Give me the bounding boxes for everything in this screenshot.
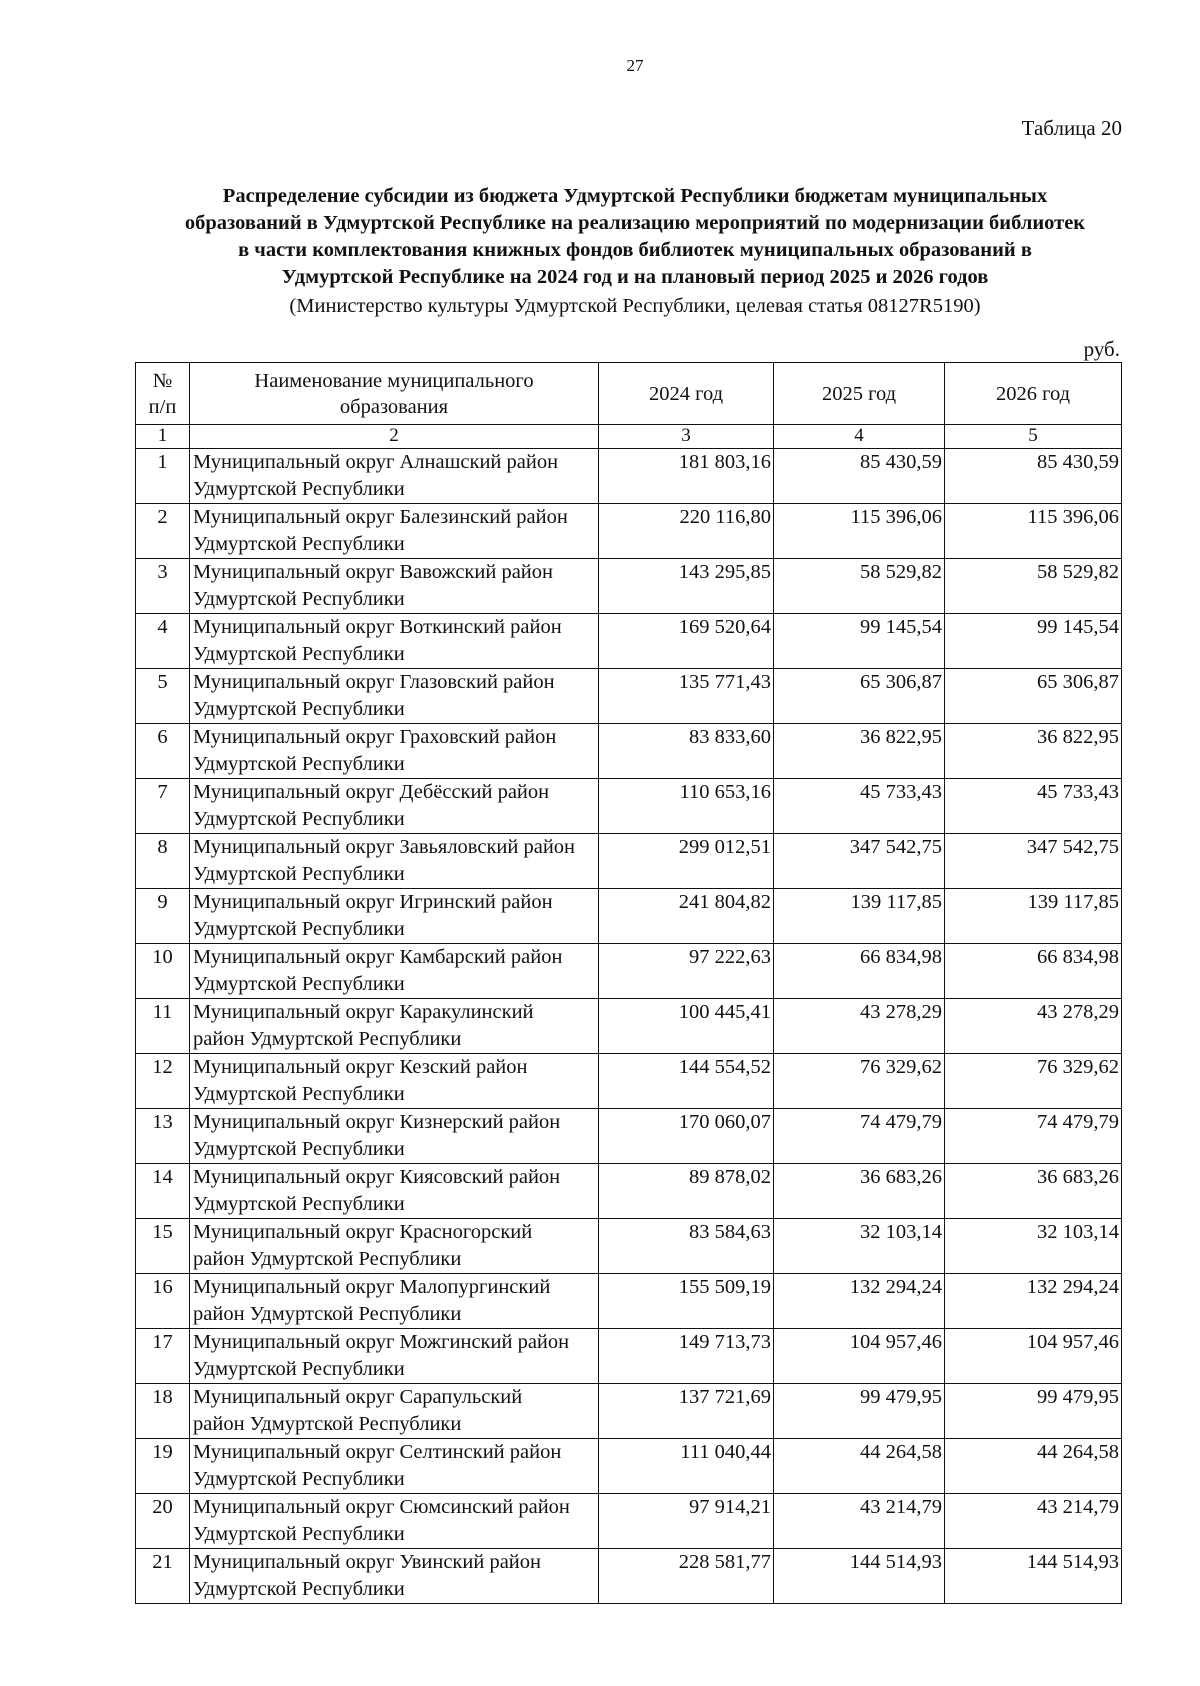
- page-number: 27: [626, 56, 644, 75]
- municipality-line: Муниципальный округ Игринский район: [193, 891, 553, 913]
- table-row: [136, 449, 1122, 504]
- header-name-line: образования: [339, 395, 449, 418]
- row-municipality: [190, 779, 599, 834]
- document-title: [130, 183, 1140, 291]
- row-index: 4: [136, 614, 190, 669]
- table-label: Таблица 20: [1021, 116, 1122, 140]
- table-row: [136, 504, 1122, 559]
- row-value-2025: 76 329,62: [774, 1054, 945, 1109]
- municipality-line: Удмуртской Республики: [193, 588, 405, 610]
- municipality-line: Муниципальный округ Завьяловский район: [193, 836, 576, 858]
- row-index: 12: [136, 1054, 190, 1109]
- row-municipality: [190, 1549, 599, 1604]
- row-municipality: [190, 1219, 599, 1274]
- row-value-2024: 143 295,85: [599, 559, 774, 614]
- table-row: [136, 1054, 1122, 1109]
- municipality-line: Муниципальный округ Кизнерский район: [193, 1111, 561, 1133]
- table-row: [136, 1549, 1122, 1604]
- row-municipality: [190, 724, 599, 779]
- municipality-line: Удмуртской Республики: [193, 863, 405, 885]
- title-line: Удмуртской Республике на 2024 год и на плановый период 2025 и 2026 годов: [281, 266, 989, 288]
- row-value-2026: 58 529,82: [945, 559, 1122, 614]
- table-row: [136, 614, 1122, 669]
- header-2025: 2025 год: [774, 363, 945, 425]
- table-row: [136, 669, 1122, 724]
- table-body: [136, 449, 1122, 1604]
- table-row: [136, 1164, 1122, 1219]
- row-value-2026: 76 329,62: [945, 1054, 1122, 1109]
- row-index: 18: [136, 1384, 190, 1439]
- row-index: 10: [136, 944, 190, 999]
- table-row: [136, 889, 1122, 944]
- municipality-line: Муниципальный округ Сюмсинский район: [193, 1496, 570, 1518]
- row-value-2024: 144 554,52: [599, 1054, 774, 1109]
- municipality-line: Удмуртской Республики: [193, 698, 405, 720]
- row-index: 6: [136, 724, 190, 779]
- row-index: 15: [136, 1219, 190, 1274]
- row-index: 8: [136, 834, 190, 889]
- row-value-2025: 144 514,93: [774, 1549, 945, 1604]
- municipality-line: район Удмуртской Республики: [193, 1248, 462, 1270]
- row-value-2024: 137 721,69: [599, 1384, 774, 1439]
- row-value-2025: 347 542,75: [774, 834, 945, 889]
- row-index: 1: [136, 449, 190, 504]
- row-index: 14: [136, 1164, 190, 1219]
- municipality-line: Удмуртской Республики: [193, 753, 405, 775]
- header-index-line: п/п: [148, 395, 177, 418]
- row-value-2024: 155 509,19: [599, 1274, 774, 1329]
- table-header-row: [136, 363, 1122, 425]
- row-value-2026: 139 117,85: [945, 889, 1122, 944]
- row-index: 20: [136, 1494, 190, 1549]
- row-value-2024: 89 878,02: [599, 1164, 774, 1219]
- municipality-line: Удмуртской Республики: [193, 918, 405, 940]
- row-municipality: [190, 504, 599, 559]
- column-number: 3: [599, 425, 774, 449]
- table-row: [136, 1219, 1122, 1274]
- row-value-2024: 97 222,63: [599, 944, 774, 999]
- row-value-2026: 99 145,54: [945, 614, 1122, 669]
- municipality-line: Муниципальный округ Сарапульский: [193, 1386, 523, 1408]
- row-value-2026: 43 278,29: [945, 999, 1122, 1054]
- row-value-2024: 149 713,73: [599, 1329, 774, 1384]
- municipality-line: Муниципальный округ Граховский район: [193, 726, 557, 748]
- row-value-2024: 135 771,43: [599, 669, 774, 724]
- row-value-2026: 43 214,79: [945, 1494, 1122, 1549]
- row-value-2026: 347 542,75: [945, 834, 1122, 889]
- row-value-2026: 85 430,59: [945, 449, 1122, 504]
- row-value-2024: 220 116,80: [599, 504, 774, 559]
- row-value-2024: 241 804,82: [599, 889, 774, 944]
- municipality-line: район Удмуртской Республики: [193, 1413, 462, 1435]
- row-index: 2: [136, 504, 190, 559]
- row-value-2025: 65 306,87: [774, 669, 945, 724]
- table-row: [136, 559, 1122, 614]
- municipality-line: Удмуртской Республики: [193, 1468, 405, 1490]
- row-value-2026: 36 683,26: [945, 1164, 1122, 1219]
- row-value-2024: 228 581,77: [599, 1549, 774, 1604]
- municipality-line: Удмуртской Республики: [193, 533, 405, 555]
- table-row: [136, 1384, 1122, 1439]
- table-row: [136, 944, 1122, 999]
- row-value-2025: 132 294,24: [774, 1274, 945, 1329]
- row-index: 11: [136, 999, 190, 1054]
- header-name: [190, 363, 599, 425]
- table-row: [136, 724, 1122, 779]
- municipality-line: Муниципальный округ Глазовский район: [193, 671, 555, 693]
- title-line: образований в Удмуртской Республике на реализацию мероприятий по модернизации библиотек: [184, 212, 1086, 234]
- row-value-2026: 36 822,95: [945, 724, 1122, 779]
- column-number: 1: [136, 425, 190, 449]
- header-name-line: Наименование муниципального: [254, 369, 534, 392]
- header-index: [136, 363, 190, 425]
- row-value-2025: 115 396,06: [774, 504, 945, 559]
- row-value-2026: 104 957,46: [945, 1329, 1122, 1384]
- row-value-2025: 66 834,98: [774, 944, 945, 999]
- table-row: [136, 1329, 1122, 1384]
- row-value-2025: 43 278,29: [774, 999, 945, 1054]
- table-row: [136, 1274, 1122, 1329]
- row-value-2025: 104 957,46: [774, 1329, 945, 1384]
- row-municipality: [190, 1164, 599, 1219]
- municipality-line: район Удмуртской Республики: [193, 1303, 462, 1325]
- row-municipality: [190, 1274, 599, 1329]
- row-value-2025: 99 145,54: [774, 614, 945, 669]
- row-value-2026: 132 294,24: [945, 1274, 1122, 1329]
- row-index: 3: [136, 559, 190, 614]
- municipality-line: Муниципальный округ Можгинский район: [193, 1331, 570, 1353]
- row-value-2026: 32 103,14: [945, 1219, 1122, 1274]
- municipality-line: Муниципальный округ Киясовский район: [193, 1166, 561, 1188]
- row-value-2024: 181 803,16: [599, 449, 774, 504]
- row-value-2026: 44 264,58: [945, 1439, 1122, 1494]
- row-index: 13: [136, 1109, 190, 1164]
- municipality-line: Удмуртской Республики: [193, 808, 405, 830]
- row-value-2025: 139 117,85: [774, 889, 945, 944]
- row-municipality: [190, 1439, 599, 1494]
- row-value-2024: 299 012,51: [599, 834, 774, 889]
- row-municipality: [190, 1329, 599, 1384]
- row-value-2025: 58 529,82: [774, 559, 945, 614]
- row-municipality: [190, 1384, 599, 1439]
- municipality-line: Удмуртской Республики: [193, 973, 405, 995]
- row-value-2025: 45 733,43: [774, 779, 945, 834]
- municipality-line: Муниципальный округ Дебёсский район: [193, 781, 550, 803]
- municipality-line: Удмуртской Республики: [193, 1523, 405, 1545]
- municipality-line: Удмуртской Республики: [193, 1138, 405, 1160]
- row-index: 9: [136, 889, 190, 944]
- row-index: 16: [136, 1274, 190, 1329]
- row-value-2025: 32 103,14: [774, 1219, 945, 1274]
- municipality-line: Удмуртской Республики: [193, 643, 405, 665]
- row-value-2025: 36 683,26: [774, 1164, 945, 1219]
- row-municipality: [190, 1494, 599, 1549]
- row-municipality: [190, 944, 599, 999]
- column-number-row: [136, 425, 1122, 449]
- municipality-line: Муниципальный округ Камбарский район: [193, 946, 563, 968]
- municipality-line: Муниципальный округ Кезский район: [193, 1056, 528, 1078]
- row-value-2025: 43 214,79: [774, 1494, 945, 1549]
- row-municipality: [190, 669, 599, 724]
- row-municipality: [190, 614, 599, 669]
- row-value-2025: 36 822,95: [774, 724, 945, 779]
- row-value-2024: 100 445,41: [599, 999, 774, 1054]
- row-value-2026: 99 479,95: [945, 1384, 1122, 1439]
- row-index: 19: [136, 1439, 190, 1494]
- document-subtitle: (Министерство культуры Удмуртской Республики, целевая статья 08127R5190): [289, 295, 981, 317]
- row-value-2024: 83 833,60: [599, 724, 774, 779]
- title-line: Распределение субсидии из бюджета Удмуртской Республики бюджетам муниципальных: [222, 185, 1048, 207]
- municipality-line: Удмуртской Республики: [193, 1083, 405, 1105]
- municipality-line: Удмуртской Республики: [193, 1193, 405, 1215]
- row-value-2024: 170 060,07: [599, 1109, 774, 1164]
- row-municipality: [190, 999, 599, 1054]
- currency-unit: руб.: [1083, 337, 1120, 361]
- municipality-line: Муниципальный округ Воткинский район: [193, 616, 562, 638]
- row-index: 21: [136, 1549, 190, 1604]
- row-value-2024: 83 584,63: [599, 1219, 774, 1274]
- municipality-line: Муниципальный округ Балезинский район: [193, 506, 568, 528]
- row-value-2026: 66 834,98: [945, 944, 1122, 999]
- municipality-line: Муниципальный округ Малопургинский: [193, 1276, 551, 1298]
- header-2026: 2026 год: [945, 363, 1122, 425]
- municipality-line: район Удмуртской Республики: [193, 1028, 462, 1050]
- row-value-2026: 74 479,79: [945, 1109, 1122, 1164]
- row-municipality: [190, 834, 599, 889]
- row-value-2024: 110 653,16: [599, 779, 774, 834]
- municipality-line: Удмуртской Республики: [193, 1358, 405, 1380]
- row-value-2026: 45 733,43: [945, 779, 1122, 834]
- table-row: [136, 779, 1122, 834]
- table-row: [136, 1439, 1122, 1494]
- table-row: [136, 1109, 1122, 1164]
- row-value-2025: 44 264,58: [774, 1439, 945, 1494]
- row-value-2026: 115 396,06: [945, 504, 1122, 559]
- municipality-line: Удмуртской Республики: [193, 1578, 405, 1600]
- row-value-2024: 169 520,64: [599, 614, 774, 669]
- row-value-2024: 111 040,44: [599, 1439, 774, 1494]
- row-index: 5: [136, 669, 190, 724]
- header-index-line: №: [152, 369, 173, 392]
- row-value-2025: 99 479,95: [774, 1384, 945, 1439]
- row-municipality: [190, 1054, 599, 1109]
- row-value-2024: 97 914,21: [599, 1494, 774, 1549]
- row-index: 17: [136, 1329, 190, 1384]
- table-row: [136, 999, 1122, 1054]
- row-index: 7: [136, 779, 190, 834]
- header-2024: 2024 год: [599, 363, 774, 425]
- row-municipality: [190, 449, 599, 504]
- table-row: [136, 1494, 1122, 1549]
- municipality-line: Муниципальный округ Селтинский район: [193, 1441, 562, 1463]
- subsidy-table: [135, 362, 1122, 1604]
- row-value-2025: 74 479,79: [774, 1109, 945, 1164]
- row-value-2026: 144 514,93: [945, 1549, 1122, 1604]
- column-number: 4: [774, 425, 945, 449]
- row-value-2026: 65 306,87: [945, 669, 1122, 724]
- municipality-line: Муниципальный округ Увинский район: [193, 1551, 541, 1573]
- municipality-line: Муниципальный округ Вавожский район: [193, 561, 554, 583]
- row-value-2025: 85 430,59: [774, 449, 945, 504]
- row-municipality: [190, 889, 599, 944]
- municipality-line: Удмуртской Республики: [193, 478, 405, 500]
- municipality-line: Муниципальный округ Каракулинский: [193, 1001, 534, 1023]
- row-municipality: [190, 559, 599, 614]
- row-municipality: [190, 1109, 599, 1164]
- column-number: 2: [190, 425, 599, 449]
- municipality-line: Муниципальный округ Красногорский: [193, 1221, 533, 1243]
- column-number: 5: [945, 425, 1122, 449]
- title-line: в части комплектования книжных фондов библиотек муниципальных образований в: [238, 239, 1032, 261]
- municipality-line: Муниципальный округ Алнашский район: [193, 451, 559, 473]
- table-row: [136, 834, 1122, 889]
